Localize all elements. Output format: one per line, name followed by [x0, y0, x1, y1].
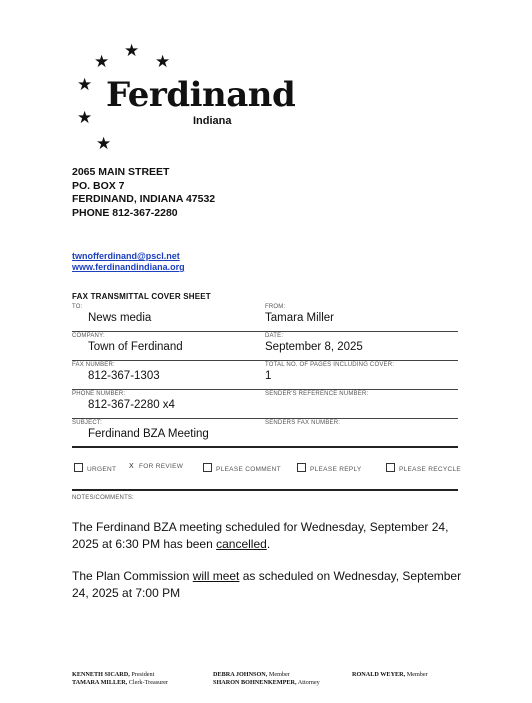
checkbox-icon[interactable] — [297, 463, 306, 472]
footer-name: RONALD WEYER, — [352, 671, 406, 678]
footer-entry — [352, 671, 428, 679]
recycle-label: PLEASE RECYCLE — [399, 466, 462, 473]
checkbox-icon[interactable] — [386, 463, 395, 472]
fax-number-label: FAX NUMBER: — [72, 362, 115, 368]
subject-field — [72, 419, 209, 440]
notes-underlined-text: cancelled — [216, 536, 267, 551]
footer-column-1 — [72, 671, 168, 687]
from-field — [265, 303, 334, 324]
notes-paragraph — [72, 568, 472, 601]
review-option[interactable] — [129, 463, 183, 470]
address-block — [72, 166, 215, 220]
star-icon: ★ — [155, 52, 171, 72]
logo-subtitle: Indiana — [193, 115, 232, 127]
company-value: Town of Ferdinand — [88, 341, 183, 353]
notes-text: The Plan Commission — [72, 569, 193, 583]
urgent-option[interactable] — [74, 463, 116, 473]
email-link[interactable]: twnofferdinand@pscl.net — [72, 251, 180, 261]
comment-label: PLEASE COMMENT — [216, 466, 281, 473]
star-icon: ★ — [94, 52, 110, 72]
fields-row — [72, 361, 458, 390]
phone-label: PHONE NUMBER: — [72, 391, 126, 397]
reference-field — [265, 390, 368, 399]
footer-entry — [213, 679, 320, 687]
fields-row — [72, 419, 458, 448]
footer-role: Member — [405, 671, 428, 678]
fax-fields — [72, 303, 458, 448]
notes-text: The Ferdinand BZA meeting scheduled for Wednesday, September 24, 2025 at 6:30 PM has been — [72, 520, 449, 551]
to-label: TO: — [72, 304, 83, 310]
to-field — [72, 303, 151, 324]
star-icon: ★ — [96, 134, 112, 154]
review-label: FOR REVIEW — [138, 463, 184, 470]
recycle-option[interactable] — [386, 463, 461, 473]
footer-entry — [72, 671, 168, 679]
company-field — [72, 332, 183, 353]
checkbox-icon[interactable] — [203, 463, 212, 472]
divider — [72, 489, 458, 491]
logo-wordmark: Ferdinand — [106, 75, 296, 115]
footer-column-3 — [352, 671, 428, 679]
fields-row — [72, 390, 458, 419]
from-label: FROM: — [265, 304, 286, 310]
phone-value: 812-367-2280 x4 — [88, 399, 175, 411]
date-field — [265, 332, 363, 353]
urgent-label: URGENT — [87, 466, 117, 473]
fax-number-field — [72, 361, 160, 382]
notes-paragraph — [72, 519, 472, 552]
star-icon: ★ — [77, 108, 93, 128]
notes-label: NOTES/COMMENTS: — [72, 495, 135, 501]
footer-entry — [72, 679, 168, 687]
date-label: DATE: — [265, 333, 284, 339]
from-value: Tamara Miller — [265, 312, 335, 324]
footer-name: TAMARA MILLER, — [72, 679, 128, 686]
footer-entry — [213, 671, 320, 679]
to-value: News media — [88, 312, 152, 324]
footer-role: President — [129, 671, 155, 678]
footer-role: Clerk-Treasurer — [127, 679, 169, 686]
website-link[interactable]: www.ferdinandindiana.org — [72, 262, 185, 272]
footer-name: KENNETH SICARD, — [72, 671, 130, 678]
star-icon: ★ — [77, 75, 93, 95]
fax-number-value: 812-367-1303 — [88, 370, 160, 382]
footer-role: Attorney — [296, 679, 320, 686]
notes-text: . — [266, 536, 271, 551]
footer-name: DEBRA JOHNSON, — [213, 671, 268, 678]
phone-field — [72, 390, 175, 411]
date-value: September 8, 2025 — [265, 341, 363, 353]
sender-fax-field — [265, 419, 340, 428]
star-icon: ★ — [124, 41, 140, 61]
notes-body — [72, 519, 472, 617]
reference-label: SENDER'S REFERENCE NUMBER: — [265, 391, 369, 397]
reply-option[interactable] — [297, 463, 362, 473]
address-pobox: PO. BOX 7 — [72, 179, 125, 192]
reply-label: PLEASE REPLY — [310, 466, 362, 473]
fields-row — [72, 332, 458, 361]
pages-label: TOTAL NO. OF PAGES INCLUDING COVER: — [265, 362, 395, 368]
contact-links — [72, 251, 185, 273]
footer-column-2 — [213, 671, 320, 687]
company-label: COMPANY: — [72, 333, 105, 339]
subject-value: Ferdinand BZA Meeting — [88, 428, 209, 440]
sender-fax-label: SENDERS FAX NUMBER: — [265, 420, 341, 426]
pages-value: 1 — [265, 370, 272, 382]
address-phone: PHONE 812-367-2280 — [72, 206, 178, 219]
comment-option[interactable] — [203, 463, 281, 473]
address-street: 2065 MAIN STREET — [72, 166, 170, 178]
notes-underlined-text: will meet — [192, 569, 240, 583]
ferdinand-logo — [72, 40, 296, 155]
x-mark-icon: X — [129, 463, 134, 470]
notes-text: as scheduled on Wednesday, September 24, 2025 at 7:00 PM — [72, 569, 462, 600]
address-city: FERDINAND, INDIANA 47532 — [72, 193, 216, 205]
fax-title: FAX TRANSMITTAL COVER SHEET — [72, 292, 211, 301]
pages-field — [265, 361, 394, 382]
checkbox-icon[interactable] — [74, 463, 83, 472]
footer-role: Member — [267, 671, 290, 678]
fields-row — [72, 303, 458, 332]
footer-name: SHARON BOHNENKEMPER, — [213, 679, 297, 686]
subject-label: SUBJECT: — [72, 420, 102, 426]
